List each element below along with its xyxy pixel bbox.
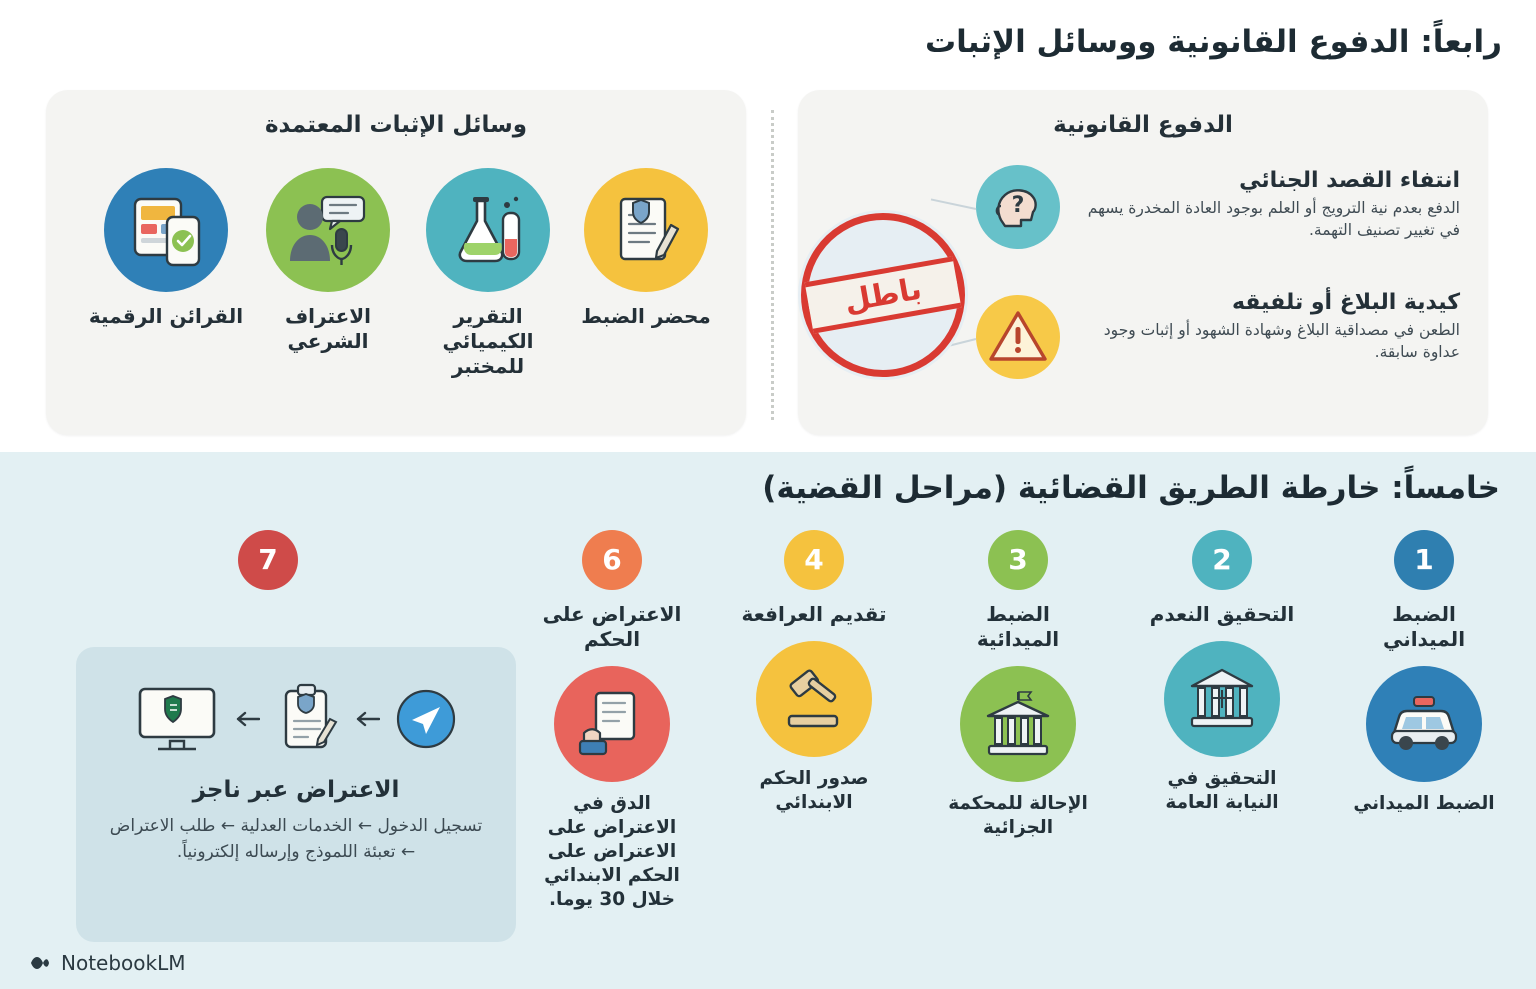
roadmap-step-3 (942, 530, 1094, 840)
step-6-description: الدق في الاعتراض على الاعتراض على الحكم الابندائي خلال 30 يوما. (544, 793, 680, 911)
defense-item-1-body: الدفع بعدم نية الترويج أو العلم بوجود العادة المخدرة يسهم في تغيير تصنيف التهمة. (1087, 199, 1460, 240)
roadmap-step-6 (536, 530, 688, 912)
step-3-label: الضبط الميدائية (976, 602, 1060, 651)
lab-flask-icon (426, 168, 550, 292)
evidence-item-2-label: التقرير الكيميائي للمختبر (442, 304, 534, 378)
roadmap-step-4 (738, 530, 890, 815)
najiz-title: الاعتراض عبر ناجز (192, 777, 400, 803)
police-car-icon (1366, 666, 1482, 782)
courthouse-scales-icon (1164, 641, 1280, 757)
step-4-description: صدور الحكم الابندائي (759, 768, 869, 814)
card-evidence-methods (46, 90, 746, 435)
invalid-stamp-label: باطل (841, 271, 925, 319)
step-2-description: التحقيق في النيابة العامة (1165, 768, 1279, 814)
card-legal-defenses (798, 90, 1488, 435)
clipboard-pen-icon (274, 683, 340, 755)
section5-title: خامساً: خارطة الطريق القضائية (مراحل القضية) (762, 470, 1500, 506)
najiz-objection-card (76, 647, 516, 942)
step-3-description: الإحالة للمحكمة الجزائية (948, 793, 1088, 839)
step-2-number: 2 (1192, 530, 1252, 590)
evidence-item-legal-confession (248, 168, 408, 354)
card-legal-defenses-title: الدفوع القانونية (1053, 112, 1233, 138)
step-6-label: الاعتراض على الحكم (542, 602, 682, 651)
brand-name: NotebookLM (61, 951, 186, 975)
step-4-number: 4 (784, 530, 844, 590)
monitor-icon (134, 683, 220, 755)
step-1-number: 1 (1394, 530, 1454, 590)
card-evidence-title: وسائل الإثبات المعتمدة (264, 112, 528, 138)
head-question-icon (976, 165, 1060, 249)
section-judicial-roadmap (0, 452, 1536, 989)
evidence-item-4-label: القرائن الرقمية (88, 304, 244, 328)
defense-item-2-heading: كيدية البلاغ أو تلفيقه (1231, 290, 1460, 315)
person-microphone-icon (266, 168, 390, 292)
send-paper-plane-icon (394, 687, 458, 751)
step-7-number: 7 (238, 530, 298, 590)
devices-icon (104, 168, 228, 292)
vertical-divider (771, 110, 774, 420)
step-2-label: التحقيق النعدم (1149, 602, 1295, 626)
evidence-item-digital-evidence (86, 168, 246, 329)
gavel-icon (756, 641, 872, 757)
svg-text:?: ? (1011, 193, 1025, 218)
najiz-steps-text: تسجيل الدخول ← الخدمات العدلية ← طلب الاعتراض ← تعبئة اللموذج وإرساله إلكترونياً. (109, 816, 483, 863)
connector-line-1 (931, 198, 976, 210)
roadmap-step-7 (192, 530, 344, 590)
step-4-label: تقديم العرافعة (741, 602, 887, 626)
arrow-left-icon (354, 710, 380, 728)
evidence-item-1-label: محضر الضبط (581, 304, 711, 328)
courthouse-flag-icon (960, 666, 1076, 782)
defense-item-2-body: الطعن في مصداقية البلاغ وشهادة الشهود أو إثبات وجود عداوة سابقة. (1103, 321, 1460, 362)
step-3-number: 3 (988, 530, 1048, 590)
notebooklm-brand (28, 951, 186, 975)
defense-item-1 (1070, 168, 1460, 242)
section-legal-defenses-and-evidence (0, 0, 1536, 452)
document-pencil-icon (584, 168, 708, 292)
step-6-number: 6 (582, 530, 642, 590)
step-1-label: الضبط الميداني (1382, 602, 1466, 651)
defense-item-2 (1070, 290, 1460, 364)
hand-document-icon (554, 666, 670, 782)
invalid-stamp-badge (798, 210, 968, 380)
evidence-item-seizure-report (566, 168, 726, 329)
warning-triangle-icon (976, 295, 1060, 379)
najiz-flow-icons (76, 669, 516, 769)
step-1-description: الضبط الميداني (1353, 793, 1495, 814)
arrow-left-icon-2 (234, 710, 260, 728)
evidence-item-lab-report (408, 168, 568, 379)
roadmap-step-1 (1348, 530, 1500, 816)
section4-title: رابعاً: الدفوع القانونية ووسائل الإثبات (924, 24, 1502, 60)
roadmap-step-2 (1146, 530, 1298, 815)
evidence-item-3-label: الاعتراف الشرعي (284, 304, 372, 353)
defense-item-1-heading: انتفاء القصد الجنائي (1239, 168, 1460, 193)
notebooklm-logo-icon (28, 951, 52, 975)
